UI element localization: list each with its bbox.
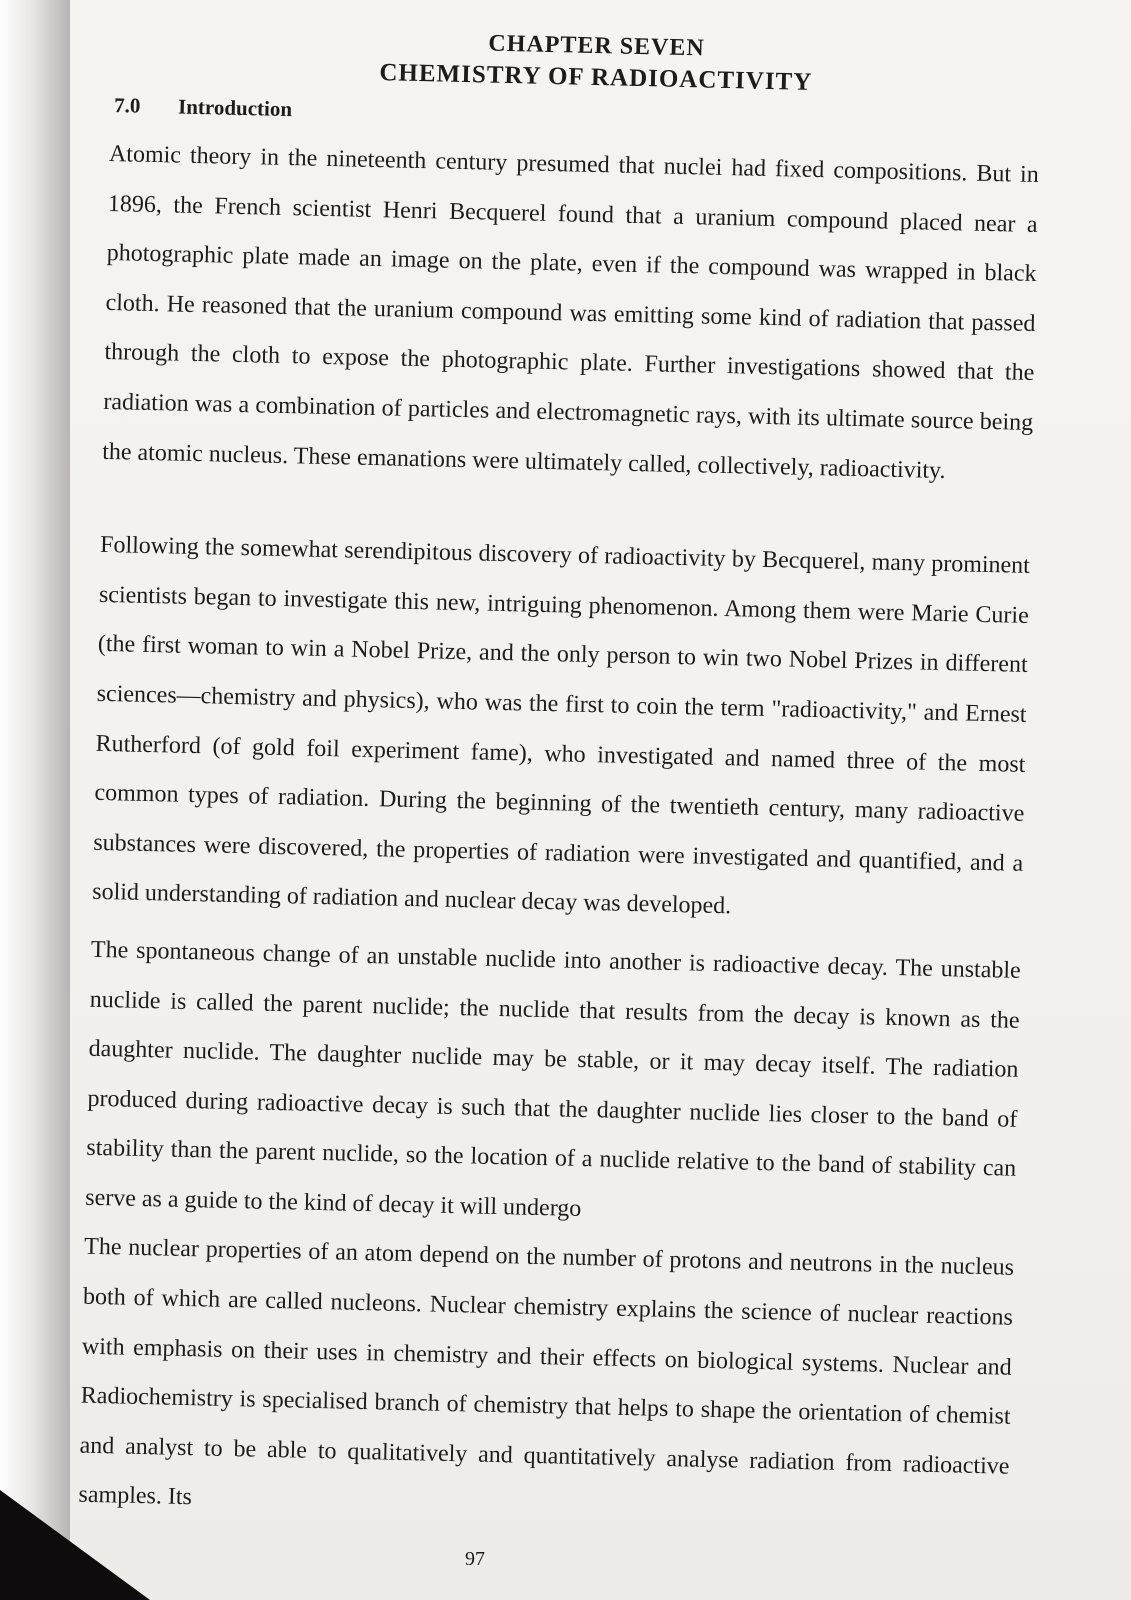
paragraph-discovery: Following the somewhat serendipitous discovery of radioactivity by Becquerel, many prominent scientists began to investigate this new, intriguing phenomenon. Among them were Marie Curie (the first woman to win a Nobel Prize, and the only person to win two Nobel Prizes in different sciences—chemistry and physics), who was the first to coin the term "radioactivity," and Ernest Rutherford (of gold foil experiment fame), who investigated and named three of the most common types of radiation. During the beginning of the twentieth century, many radioactive substances were discovered, the properties of radiation were investigated and quantified, and a solid understanding of radiation and nuclear decay was developed. — [91, 532, 1031, 920]
paragraph-radioactive-decay: The spontaneous change of an unstable nuclide into another is radioactive decay. The unstable nuclide is called the parent nuclide; the nuclide that results from the decay is known as the daughter nuclide. The daughter nuclide may be stable, or it may decay itself. The radiation produced during radioactive decay is such that the daughter nuclide lies closer to the band of stability than the parent nuclide, so the location of a nuclide relative to the band of stability can serve as a guide to the kind of decay it will undergo — [85, 936, 1022, 1222]
binding-shadow-corner — [0, 1490, 150, 1600]
page-gutter-shadow — [0, 0, 70, 1600]
page-number: 97 — [465, 1548, 485, 1570]
section-title: Introduction — [177, 94, 293, 122]
page-content — [78, 22, 1042, 1542]
chapter-title: CHEMISTRY OF RADIOACTIVITY — [379, 59, 813, 96]
paragraph-nuclear-properties: The nuclear properties of an atom depend on the number of protons and neutrons in the nucleus both of which are called nucleons. Nuclear chemistry explains the science of nuclear reactions with emphasis on their uses in chemistry and their effects on biological systems. Nuclear and Radiochemistry is specialised branch of chemistry that helps to shape the orientation of chemist and analyst to be able to qualitatively and quantitatively analyse radiation from radioactive samples. Its — [78, 1234, 1015, 1511]
chapter-label: CHAPTER SEVEN — [488, 30, 706, 62]
paragraph-introduction: Atomic theory in the nineteenth century presumed that nuclei had fixed compositions. But in 1896, the French scientist Henri Becquerel found that a uranium compound placed near a photographic plate made an image on the plate, even if the compound was wrapped in black cloth. He reasoned that the uranium compound was emitting some kind of radiation that passed through the cloth to expose the photographic plate. Further investigations showed that the radiation was a combination of particles and electromagnetic rays, with its ultimate source being the atomic nucleus. These emanations were ultimately called, collectively, radioactivity. — [101, 140, 1040, 484]
section-number: 7.0 — [113, 93, 141, 118]
book-page — [70, 0, 1131, 1600]
section-heading — [114, 93, 1040, 139]
